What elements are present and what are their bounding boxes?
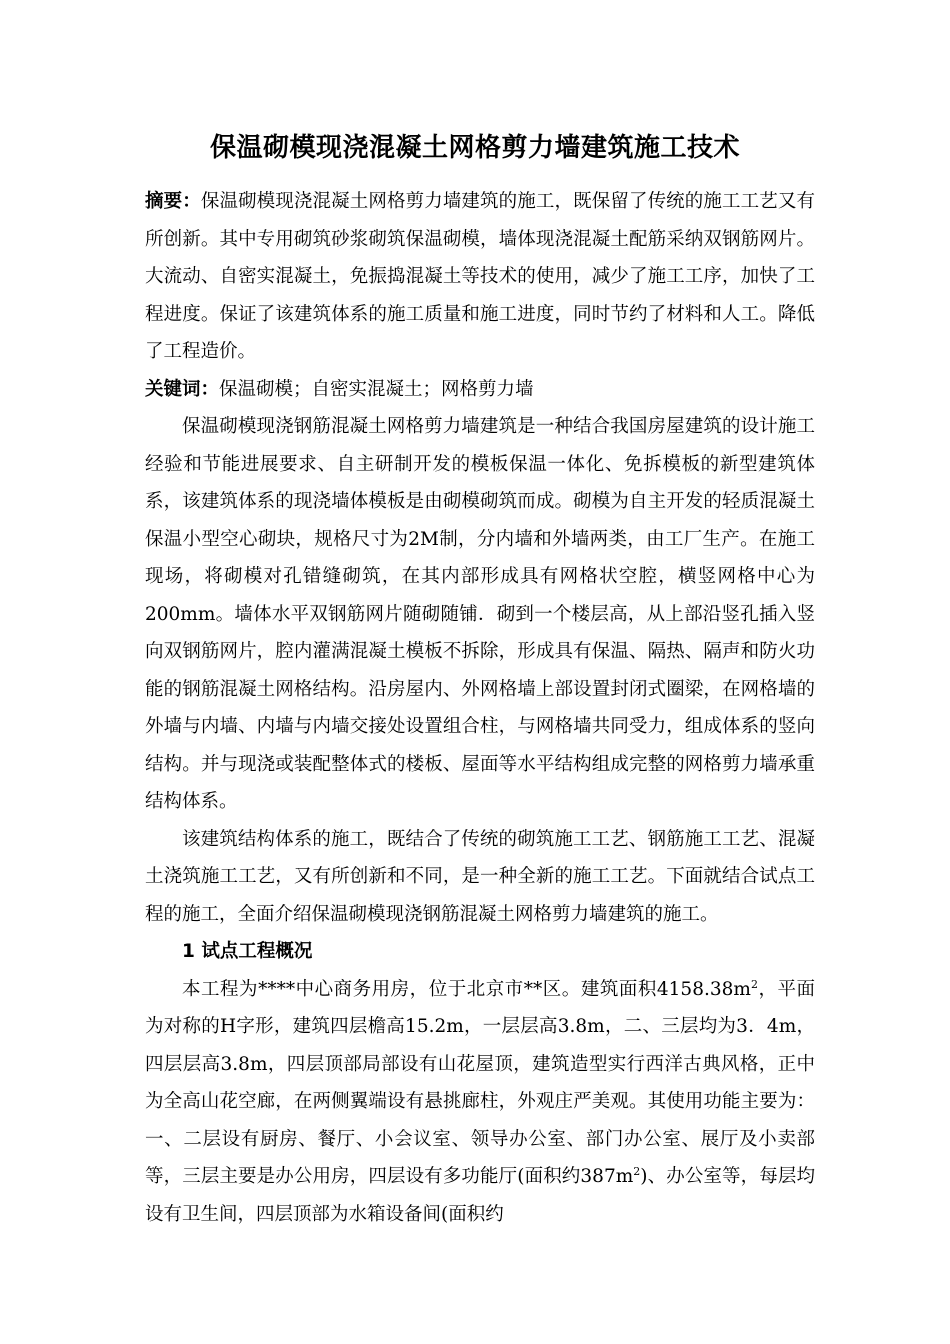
intro-paragraph-1: 保温砌模现浇钢筋混凝土网格剪力墙建筑是一种结合我国房屋建筑的设计施工经验和节能进展要求、自主研制开发的模板保温一体化、免拆模板的新型建筑体系，该建筑体系的现浇墙体模板是由砌模砌筑而成。砌模为自主开发的轻质混凝土保温小型空心砌块，规格尺寸为2M制，分内墙和外墙两类，由工厂生产。在施工现场，将砌模对孔错缝砌筑，在其内部形成具有网格状空腔，横竖网格中心为200mm。墙体水平双钢筋网片随砌随铺．砌到一个楼层高，从上部沿竖孔插入竖向双钢筋网片，腔内灌满混凝土模板不拆除，形成具有保温、隔热、隔声和防火功能的钢筋混凝土网格结构。沿房屋内、外网格墙上部设置封闭式圈梁，在网格墙的外墙与内墙、内墙与内墙交接处设置组合柱，与网格墙共同受力，组成体系的竖向结构。并与现浇或装配整体式的楼板、屋面等水平结构组成完整的网格剪力墙承重结构体系。 [145,416,815,812]
document-title: 保温砌模现浇混凝土网格剪力墙建筑施工技术 [209,133,740,163]
keywords-text: 保温砌模；自密实混凝土；网格剪力墙 [219,378,534,400]
document-body [145,183,815,1233]
intro-paragraph-2: 该建筑结构体系的施工，既结合了传统的砌筑施工工艺、钢筋施工工艺、混凝土浇筑施工工艺，又有所创新和不同，是一种全新的施工工艺。下面就结合试点工程的施工，全面介绍保温砌模现浇钢筋混凝土网格剪力墙建筑的施工。 [145,828,815,925]
superscript-2: 2 [750,977,758,991]
section-1-text-part-3: )、办公室等，每层均设有卫生间，四层顶部为水箱设备间(面积约 [145,1166,816,1225]
abstract-label: 摘要： [145,191,201,212]
section-heading-1: 1 试点工程概况 [182,941,313,962]
section-1-text-part-1: 本工程为****中心商务用房，位于北京市**区。建筑面积4158.38m [182,978,751,1000]
section-1-text-part-2: ，平面为对称的H字形，建筑四层檐高15.2m，一层层高3.8m，二、三层均为3．4m，四层层高3.8m，四层顶部局部设有山花屋顶，建筑造型实行西洋古典风格，正中为全高山花空廊，在两侧翼端设有悬挑廊柱，外观庄严美观。其使用功能主要为：一、二层设有厨房、餐厅、小会议室、领导办公室、部门办公室、展厅及小卖部等，三层主要是办公用房，四层设有多功能厅(面积约387m [145,978,815,1187]
superscript-2: 2 [633,1164,641,1178]
keywords-paragraph [145,371,815,409]
abstract-text: 保温砌模现浇混凝土网格剪力墙建筑的施工，既保留了传统的施工工艺又有所创新。其中专用砌筑砂浆砌筑保温砌模，墙体现浇混凝土配筋采纳双钢筋网片。大流动、自密实混凝土，免振捣混凝土等技术的使用，减少了施工工序，加快了工程进度。保证了该建筑体系的施工质量和施工进度，同时节约了材料和人工。降低了工程造价。 [145,191,815,362]
keywords-label: 关键词： [145,378,220,400]
section-1-paragraph [145,971,815,1234]
abstract-paragraph [145,183,815,371]
